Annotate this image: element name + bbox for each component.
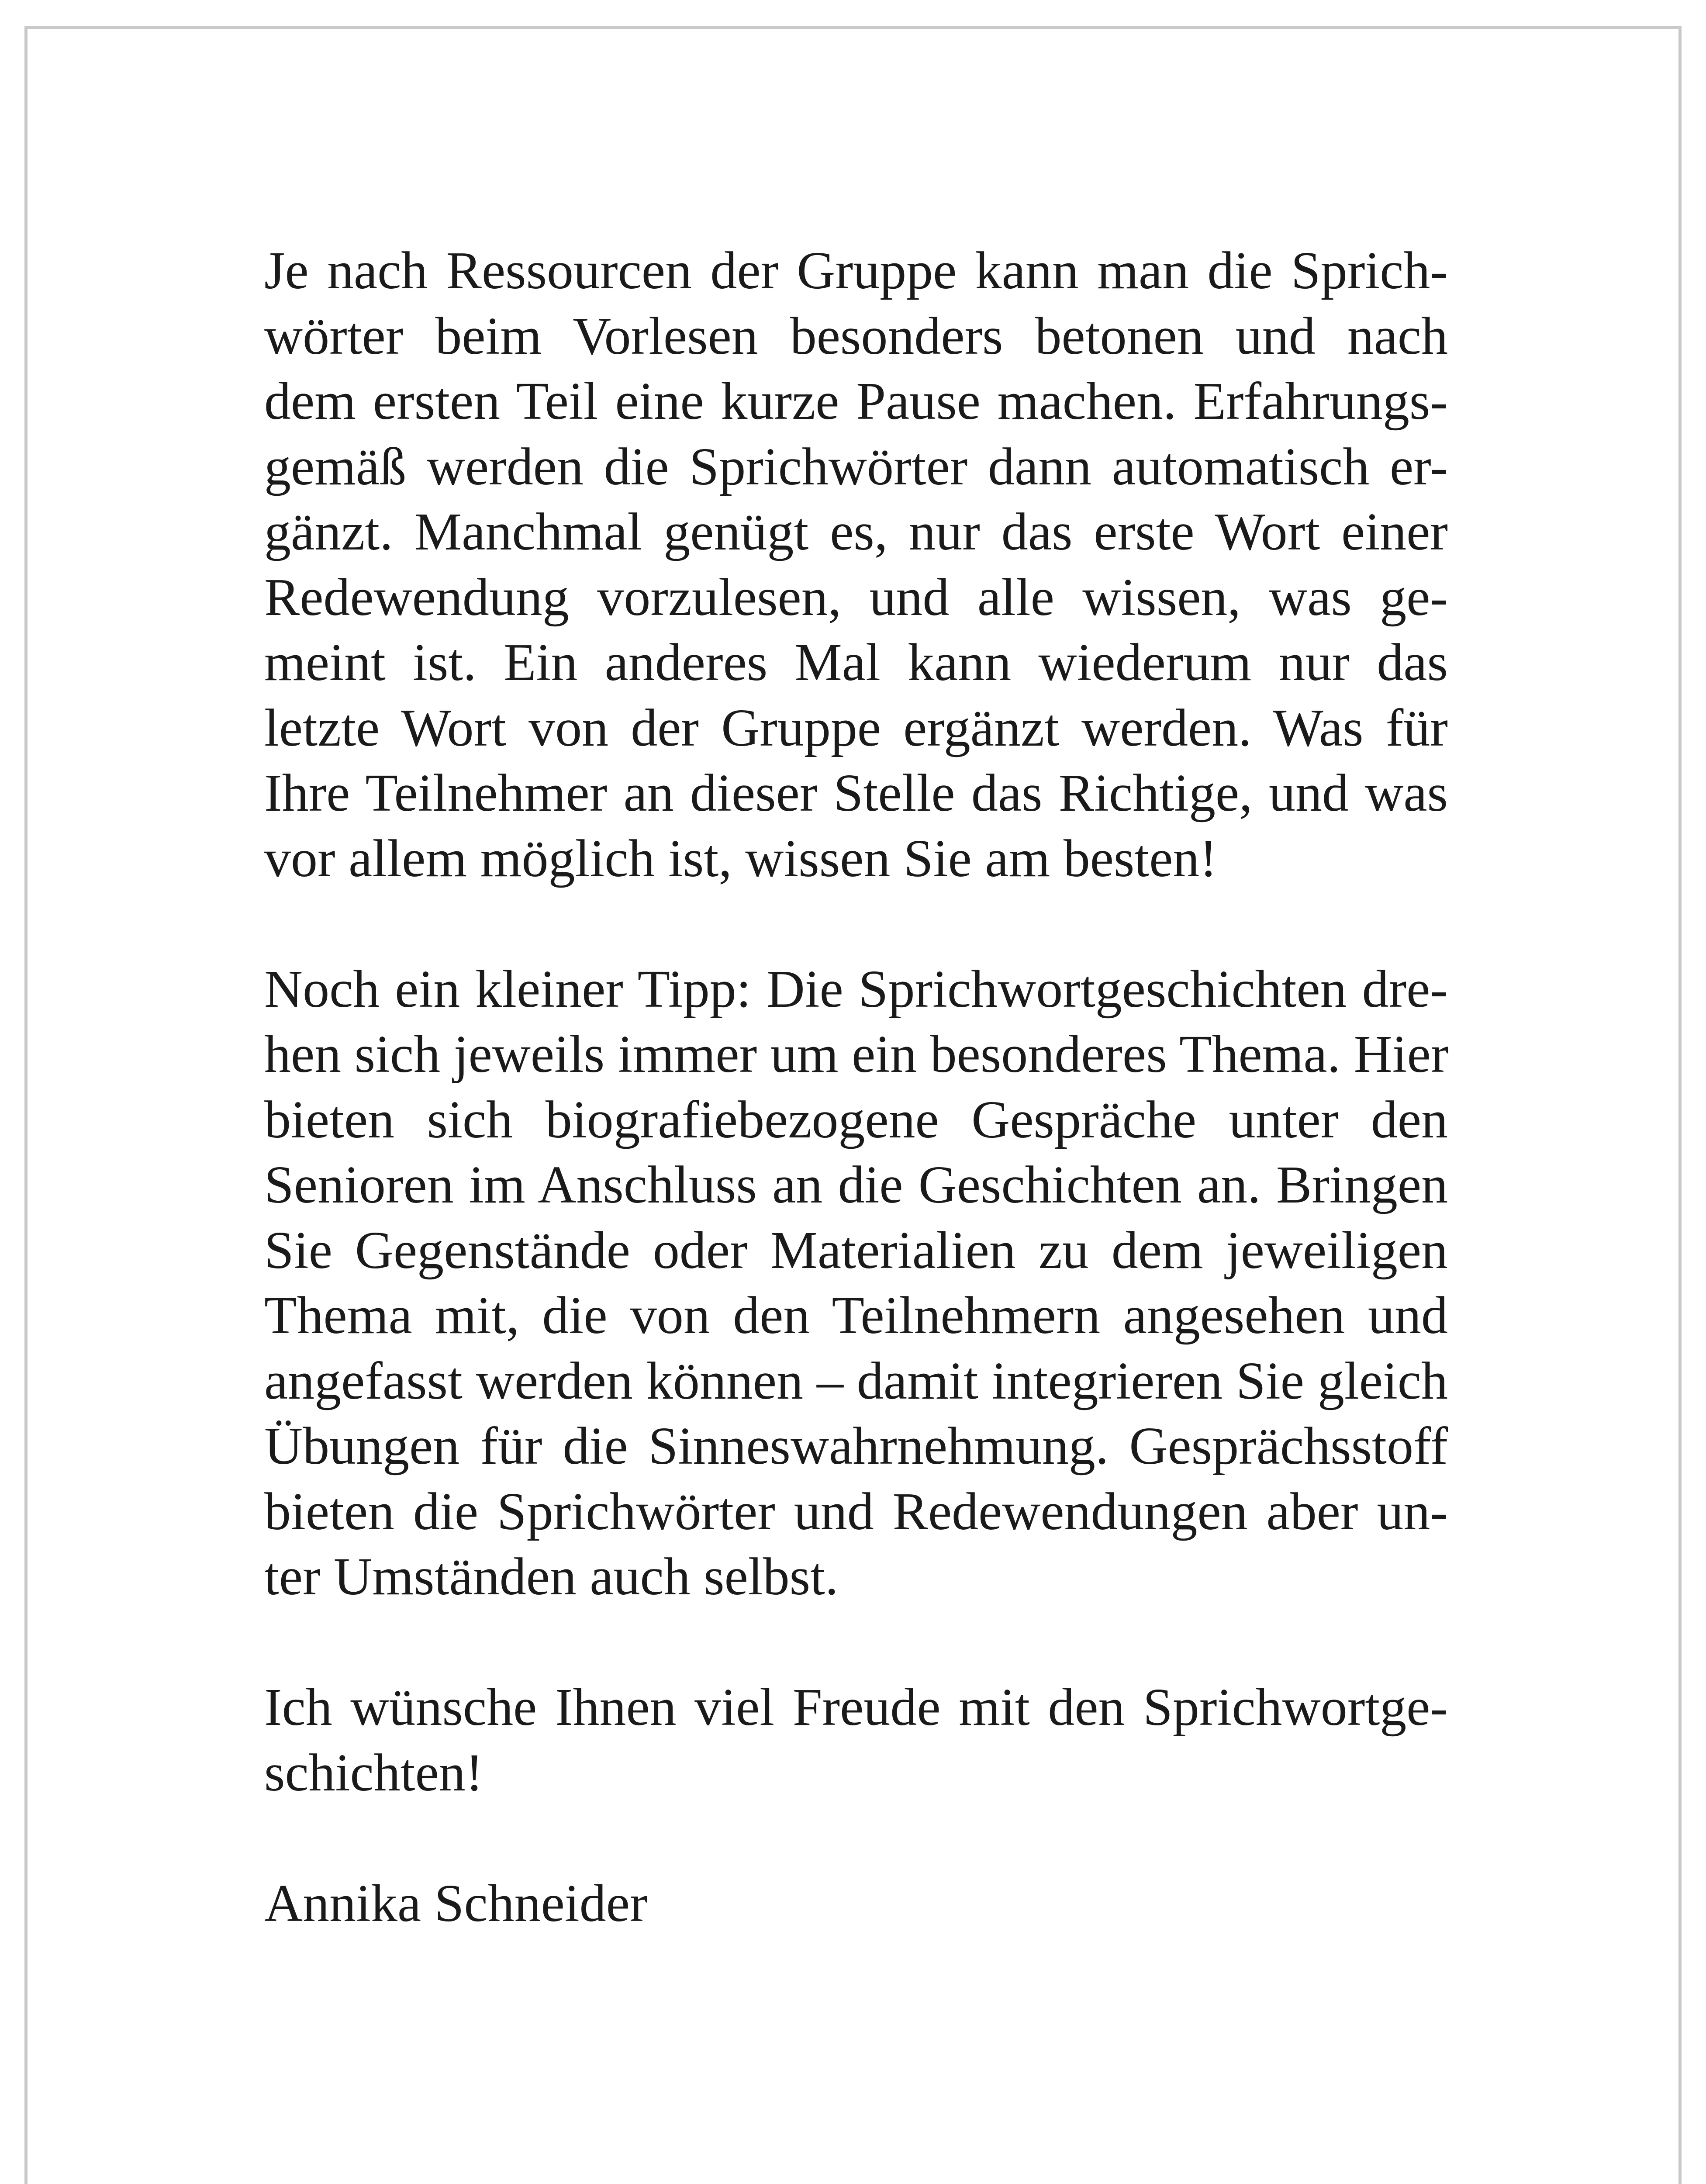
text-line: bieten die Sprichwörter und Redewendungen aber un- bbox=[264, 1482, 1448, 1541]
text-line: Sie Gegenstände oder Materialien zu dem jeweiligen bbox=[264, 1220, 1448, 1280]
text-line: Je nach Ressourcen der Gruppe kann man die Sprich- bbox=[264, 241, 1448, 300]
text-line: Ich wünsche Ihnen viel Freude mit den Sprichwortge- bbox=[264, 1678, 1448, 1737]
text-line: gemäß werden die Sprichwörter dann automatisch er- bbox=[264, 437, 1448, 496]
text-line: Redewendung vorzulesen, und alle wissen, was ge- bbox=[264, 567, 1448, 627]
author-signature: Annika Schneider bbox=[264, 1873, 648, 1933]
text-line: hen sich jeweils immer um ein besonderes Thema. Hier bbox=[264, 1025, 1449, 1084]
text-line: angefasst werden können – damit integrieren Sie gleich bbox=[264, 1351, 1448, 1410]
text-line: Ihre Teilnehmer an dieser Stelle das Richtige, und was bbox=[264, 764, 1448, 822]
text-line: meint ist. Ein anderes Mal kann wiederum nur das bbox=[264, 633, 1448, 692]
paragraph-2 bbox=[264, 957, 1448, 1610]
text-line: gänzt. Manchmal genügt es, nur das erste Wort einer bbox=[264, 502, 1448, 561]
text-line: Übungen für die Sinneswahrnehmung. Gesprächsstoff bbox=[264, 1417, 1448, 1476]
text-line: ter Umständen auch selbst. bbox=[264, 1547, 839, 1606]
paragraph-3 bbox=[264, 1675, 1448, 1805]
text-line: Senioren im Anschluss an die Geschichten an. Bringen bbox=[264, 1155, 1448, 1214]
text-line: wörter beim Vorlesen besonders betonen und nach bbox=[264, 306, 1448, 366]
text-line: Thema mit, die von den Teilnehmern angesehen und bbox=[264, 1286, 1448, 1345]
text-line: schichten! bbox=[264, 1743, 483, 1802]
page-body bbox=[264, 238, 1448, 1936]
text-line: letzte Wort von der Gruppe ergänzt werden. Was für bbox=[264, 698, 1448, 757]
text-line: bieten sich biografiebezogene Gespräche unter den bbox=[264, 1090, 1448, 1149]
text-line: Noch ein kleiner Tipp: Die Sprichwortgeschichten dre- bbox=[264, 959, 1448, 1019]
paragraph-1 bbox=[264, 238, 1448, 891]
text-line: dem ersten Teil eine kurze Pause machen. Erfahrungs- bbox=[264, 372, 1448, 431]
text-line: vor allem möglich ist, wissen Sie am besten! bbox=[264, 829, 1218, 888]
